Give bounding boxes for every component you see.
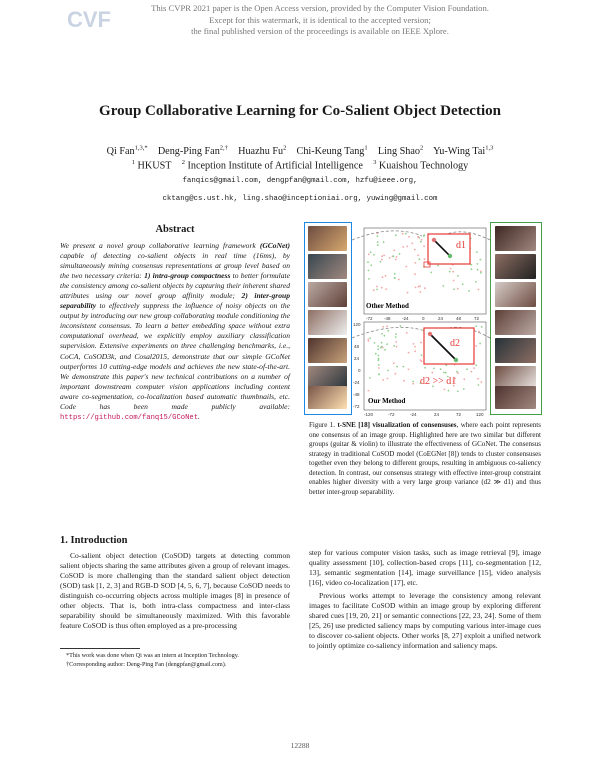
violin-thumbnail xyxy=(495,338,536,363)
scatter-point xyxy=(424,367,426,369)
guitar-thumbnail xyxy=(308,310,347,335)
x-tick-label: 72 xyxy=(474,316,480,321)
scatter-point xyxy=(395,373,397,375)
affiliation: Kuaishou Technology xyxy=(378,160,469,172)
scatter-point xyxy=(377,348,379,350)
scatter-point xyxy=(424,287,426,289)
affiliation: HKUST xyxy=(137,160,172,172)
scatter-point xyxy=(443,372,445,374)
x-tick-label: -72 xyxy=(388,412,395,417)
scatter-point xyxy=(387,370,389,372)
paragraph: Co-salient object detection (CoSOD) targets at detecting common salient objects sharing the same attributes given a group of relevant images. CoSOD is more challenging than the standard salient object detection (SOD) task [1, 2, 3] and RGB-D SOD [4, 5, 6, 7], because CoSOD needs to distinguish co-occurring objects across multiple images [8] in presence of other objects. That is, both intra-class compactness and inter-class separability should be simultaneously maximized. With this favorable feature CoSOD is thus often employed as a pre-processing xyxy=(60,551,290,631)
x-tick-label: -48 xyxy=(384,316,391,321)
author: Chi-Keung Tang$^1$ xyxy=(296,145,368,158)
scatter-point xyxy=(470,264,472,266)
y-tick-label: -72 xyxy=(353,404,360,409)
scatter-point xyxy=(393,250,395,252)
scatter-point xyxy=(478,289,480,291)
scatter-point xyxy=(408,352,410,354)
scatter-point xyxy=(398,279,400,281)
scatter-point xyxy=(378,367,380,369)
scatter-point xyxy=(468,290,470,292)
scatter-point xyxy=(378,358,380,360)
scatter-point xyxy=(405,266,407,268)
tsne-plot xyxy=(352,222,490,417)
affiliation: Inception Institute of Artificial Intelligence xyxy=(187,160,363,172)
scatter-point xyxy=(450,268,452,270)
scatter-point xyxy=(381,342,383,344)
scatter-point xyxy=(431,372,433,374)
scatter-point xyxy=(412,383,414,385)
scatter-point xyxy=(453,280,455,282)
scatter-point xyxy=(457,391,459,393)
scatter-point xyxy=(373,289,375,291)
x-tick-label: 48 xyxy=(456,316,462,321)
consensus-point xyxy=(432,238,436,242)
scatter-point xyxy=(445,372,447,374)
scatter-point xyxy=(424,258,426,260)
scatter-point xyxy=(462,283,464,285)
scatter-point xyxy=(378,373,380,375)
scatter-point xyxy=(470,371,472,373)
author: Yu-Wing Tai$^{1,3}$ xyxy=(433,145,494,158)
scatter-point xyxy=(381,333,383,335)
scatter-point xyxy=(395,341,397,343)
d1-label: d1 xyxy=(456,240,466,251)
scatter-point xyxy=(368,340,370,342)
guitar-image-group xyxy=(304,222,352,415)
scatter-point xyxy=(385,288,387,290)
scatter-point xyxy=(376,289,378,291)
scatter-point xyxy=(368,253,370,255)
scatter-point xyxy=(476,251,478,253)
scatter-point xyxy=(419,258,421,260)
scatter-point xyxy=(442,285,444,287)
affiliation-list: $^1$ HKUST $^2$ Inception Institute of Artificial Intelligence $^3$ Kuaishou Technology xyxy=(131,159,469,172)
scatter-point xyxy=(378,355,380,357)
scatter-point xyxy=(403,380,405,382)
d2-gt-d1-label: d2 >> d1 xyxy=(420,376,457,387)
scatter-point xyxy=(421,360,423,362)
scatter-point xyxy=(415,287,417,289)
scatter-point xyxy=(479,343,481,345)
scatter-point xyxy=(457,288,459,290)
violin-thumbnail xyxy=(495,282,536,307)
scatter-point xyxy=(402,233,404,235)
scatter-point xyxy=(382,326,384,328)
scatter-point xyxy=(471,268,473,270)
scatter-point xyxy=(368,270,370,272)
scatter-point xyxy=(437,265,439,267)
scatter-point xyxy=(477,378,479,380)
scatter-point xyxy=(423,245,425,247)
scatter-point xyxy=(448,390,450,392)
introduction-right-column xyxy=(309,548,541,651)
other-method-label: Other Method xyxy=(366,302,409,310)
guitar-thumbnail xyxy=(308,226,347,251)
scatter-point xyxy=(367,261,369,263)
scatter-point xyxy=(384,335,386,337)
scatter-point xyxy=(473,367,475,369)
scatter-point xyxy=(377,235,379,237)
scatter-point xyxy=(420,241,422,243)
scatter-point xyxy=(385,275,387,277)
scatter-point xyxy=(381,255,383,257)
scatter-point xyxy=(477,269,479,271)
violin-thumbnail xyxy=(495,254,536,279)
scatter-point xyxy=(389,257,391,259)
page-number: 12288 xyxy=(290,741,310,750)
author: Huazhu Fu$^2$ xyxy=(238,145,287,158)
scatter-point xyxy=(480,259,482,261)
guitar-thumbnail xyxy=(308,386,347,409)
paragraph: Previous works attempt to leverage the consistency among relevant images to facilitate CoSOD within an image group by exploring different shared cues [19, 20, 21] or semantic connections [22, 23, 24]. Some of them [25, 26] use predicted saliency maps by computing various inter-image cues to discover co-salient objects. Other works [8, 27] exploit a unified network to jointly optimize co-saliency information and saliency maps. xyxy=(309,591,541,651)
x-tick-label: -24 xyxy=(402,316,409,321)
scatter-point xyxy=(408,236,410,238)
d2-label: d2 xyxy=(450,338,460,349)
scatter-point xyxy=(377,345,379,347)
scatter-point xyxy=(411,243,413,245)
scatter-point xyxy=(380,261,382,263)
scatter-point xyxy=(383,241,385,243)
scatter-point xyxy=(382,276,384,278)
guitar-thumbnail xyxy=(308,282,347,307)
scatter-point xyxy=(421,354,423,356)
scatter-point xyxy=(452,271,454,273)
consensus-point xyxy=(448,254,452,258)
scatter-point xyxy=(394,273,396,275)
x-tick-label: 120 xyxy=(476,412,484,417)
scatter-point xyxy=(384,349,386,351)
scatter-point xyxy=(475,345,477,347)
scatter-point xyxy=(433,368,435,370)
scatter-point xyxy=(477,263,479,265)
scatter-point xyxy=(445,364,447,366)
scatter-point xyxy=(399,253,401,255)
violin-image-group xyxy=(490,222,542,415)
scatter-point xyxy=(381,259,383,261)
scatter-point xyxy=(394,277,396,279)
scatter-point xyxy=(386,325,388,327)
footnote: *This work was done when Qi was an intern at Inception Technology. xyxy=(66,652,239,659)
scatter-point xyxy=(378,364,380,366)
scatter-point xyxy=(369,377,371,379)
violin-thumbnail xyxy=(495,386,536,409)
paper-title: Group Collaborative Learning for Co-Salient Object Detection xyxy=(99,103,501,119)
our-method-label: Our Method xyxy=(368,397,406,405)
guitar-thumbnail xyxy=(308,338,347,363)
scatter-point xyxy=(457,275,459,277)
scatter-point xyxy=(453,288,455,290)
x-tick-label: -72 xyxy=(366,316,373,321)
notice-line-1: This CVPR 2021 paper is the Open Access version, provided by the Computer Vision Foundation. xyxy=(151,3,489,13)
scatter-point xyxy=(420,342,422,344)
scatter-point xyxy=(444,389,446,391)
scatter-point xyxy=(421,239,423,241)
scatter-point xyxy=(383,255,385,257)
introduction-left-column xyxy=(60,551,290,631)
scatter-point xyxy=(377,244,379,246)
scatter-point xyxy=(370,251,372,253)
introduction-heading: 1. Introduction xyxy=(60,535,128,546)
scatter-point xyxy=(430,272,432,274)
scatter-point xyxy=(407,292,409,294)
x-tick-label: 24 xyxy=(438,316,444,321)
emails-line-1: fanqics@gmail.com, dengpfan@gmail.com, hzfu@ieee.org, xyxy=(182,177,418,185)
scatter-point xyxy=(408,369,410,371)
scatter-point xyxy=(414,249,416,251)
open-access-notice xyxy=(120,3,520,38)
scatter-point xyxy=(368,278,370,280)
scatter-point xyxy=(405,233,407,235)
scatter-point xyxy=(415,262,417,264)
y-tick-label: -48 xyxy=(353,392,360,397)
scatter-point xyxy=(475,281,477,283)
scatter-point xyxy=(396,366,398,368)
guitar-thumbnail xyxy=(308,254,347,279)
x-tick-label: -24 xyxy=(410,412,417,417)
x-tick-label: 0 xyxy=(422,316,425,321)
scatter-point xyxy=(369,337,371,339)
author: Ling Shao$^2$ xyxy=(377,145,424,158)
emails-line-2: cktang@cs.ust.hk, ling.shao@inceptioniai.org, yuwing@gmail.com xyxy=(162,195,438,203)
y-tick-label: -24 xyxy=(353,380,360,385)
scatter-point xyxy=(381,346,383,348)
abstract-body: We present a novel group collaborative learning framework (GCoNet) capable of detecting co-salient objects in real time (16ms), by simultaneously mining consensus representations at group level based on the two necessary criteria: 1) intra-group compactness to better formulate the consistency among co-salient objects by capturing their inherent shared attributes using our novel group affinity module; 2) inter-group separability to effectively suppress the influence of noisy objects on the output by introducing our new group collaborating module conditioning the inconsistent consensus. To learn a better embedding space without extra computational overhead, we explicitly employ auxiliary classification supervision. Extensive experiments on three challenging benchmarks, i.e., CoCA, CoSOD3k, and Cosal2015, demonstrate that our simple GCoNet outperforms 10 cutting-edge models and achieves the new state-of-the-art. We demonstrate this paper's new technical contributions on a number of important downstream computer vision applications including content aware co-segmentation, co-localization based automatic thumbnails, etc. Code has been made publicly available: https://github.com/fanq15/GCoNet. xyxy=(60,241,291,422)
cvf-logo-text: CVF xyxy=(67,7,111,32)
footnotes xyxy=(60,652,290,669)
paragraph: step for various computer vision tasks, such as image retrieval [9], image quality assessment [10], collection-based crops [11], co-segmentation [12, 13], semantic segmentation [14], image surveillance [15], video analysis [16], video co-localization [17], etc. xyxy=(309,548,541,588)
scatter-point xyxy=(481,381,483,383)
author-emails xyxy=(40,172,560,208)
cvf-logo xyxy=(66,5,111,33)
y-tick-label: 24 xyxy=(354,356,360,361)
code-link[interactable]: https://github.com/fanq15/GCoNet xyxy=(60,413,199,422)
scatter-point xyxy=(395,259,397,261)
scatter-point xyxy=(367,339,369,341)
author: Deng-Ping Fan$^{2,\dagger}$ xyxy=(157,145,228,158)
scatter-point xyxy=(381,287,383,289)
footnote-rule xyxy=(60,648,140,649)
scatter-point xyxy=(395,333,397,335)
scatter-point xyxy=(419,291,421,293)
scatter-point xyxy=(376,286,378,288)
scatter-point xyxy=(418,286,420,288)
scatter-point xyxy=(412,381,414,383)
scatter-point xyxy=(386,343,388,345)
scatter-point xyxy=(396,346,398,348)
scatter-point xyxy=(387,330,389,332)
scatter-point xyxy=(413,343,415,345)
scatter-point xyxy=(377,241,379,243)
scatter-point xyxy=(449,271,451,273)
figure-caption: Figure 1. t-SNE [18] visualization of consensuses, where each point represents one consensus of an image group. Highlighted here are two similar but different groups (guitar & violin) to illustrate the effectiveness of GCoNet. The consensus strategy in traditional CoSOD model (CoEGNet [8]) tends to cluster consensuses together even they belong to different groups, resulting in ambiguous co-saliency detection. In contrast, our consensus strategy with effective inter-group constraint enables higher diversity with a very large group variance (d2 ≫ d1) and thus better inter-group separability. xyxy=(309,421,541,496)
scatter-point xyxy=(463,378,465,380)
scatter-point xyxy=(373,254,375,256)
y-tick-label: 120 xyxy=(353,322,361,327)
scatter-point xyxy=(414,346,416,348)
scatter-point xyxy=(393,345,395,347)
consensus-point xyxy=(454,358,458,362)
scatter-point xyxy=(466,368,468,370)
scatter-point xyxy=(463,388,465,390)
y-tick-label: 0 xyxy=(358,368,361,373)
notice-line-2: Except for this watermark, it is identical to the accepted version; xyxy=(209,14,431,25)
violin-thumbnail xyxy=(495,310,536,335)
violin-thumbnail xyxy=(495,226,536,251)
scatter-point xyxy=(402,366,404,368)
scatter-point xyxy=(417,255,419,257)
scatter-point xyxy=(414,273,416,275)
scatter-point xyxy=(402,246,404,248)
scatter-point xyxy=(440,368,442,370)
scatter-point xyxy=(475,325,477,327)
scatter-point xyxy=(382,379,384,381)
scatter-point xyxy=(393,362,395,364)
scatter-point xyxy=(406,246,408,248)
footnote: †Corresponding author: Deng-Ping Fan (dengpfan@gmail.com). xyxy=(66,660,227,668)
scatter-point xyxy=(387,378,389,380)
author: Qi Fan$^{1,3,*}$ xyxy=(106,145,148,158)
x-tick-label: -120 xyxy=(364,412,374,417)
scatter-point xyxy=(414,350,416,352)
scatter-point xyxy=(423,235,425,237)
y-tick-label: 48 xyxy=(354,344,360,349)
x-tick-label: 24 xyxy=(434,412,440,417)
scatter-point xyxy=(368,390,370,392)
notice-line-3: the final published version of the proceedings is available on IEEE Xplore. xyxy=(191,26,449,37)
scatter-point xyxy=(396,256,398,258)
scatter-point xyxy=(370,264,372,266)
scatter-point xyxy=(475,364,477,366)
scatter-point xyxy=(400,325,402,327)
abstract-heading: Abstract xyxy=(155,224,195,235)
scatter-point xyxy=(395,336,397,338)
scatter-point xyxy=(457,372,459,374)
scatter-point xyxy=(393,255,395,257)
scatter-point xyxy=(417,236,419,238)
scatter-point xyxy=(481,326,483,328)
scatter-point xyxy=(480,272,482,274)
x-tick-label: 72 xyxy=(456,412,462,417)
scatter-point xyxy=(478,384,480,386)
consensus-point xyxy=(428,332,432,336)
scatter-point xyxy=(395,234,397,236)
scatter-point xyxy=(375,353,377,355)
scatter-point xyxy=(374,342,376,344)
scatter-point xyxy=(406,332,408,334)
scatter-point xyxy=(377,359,379,361)
